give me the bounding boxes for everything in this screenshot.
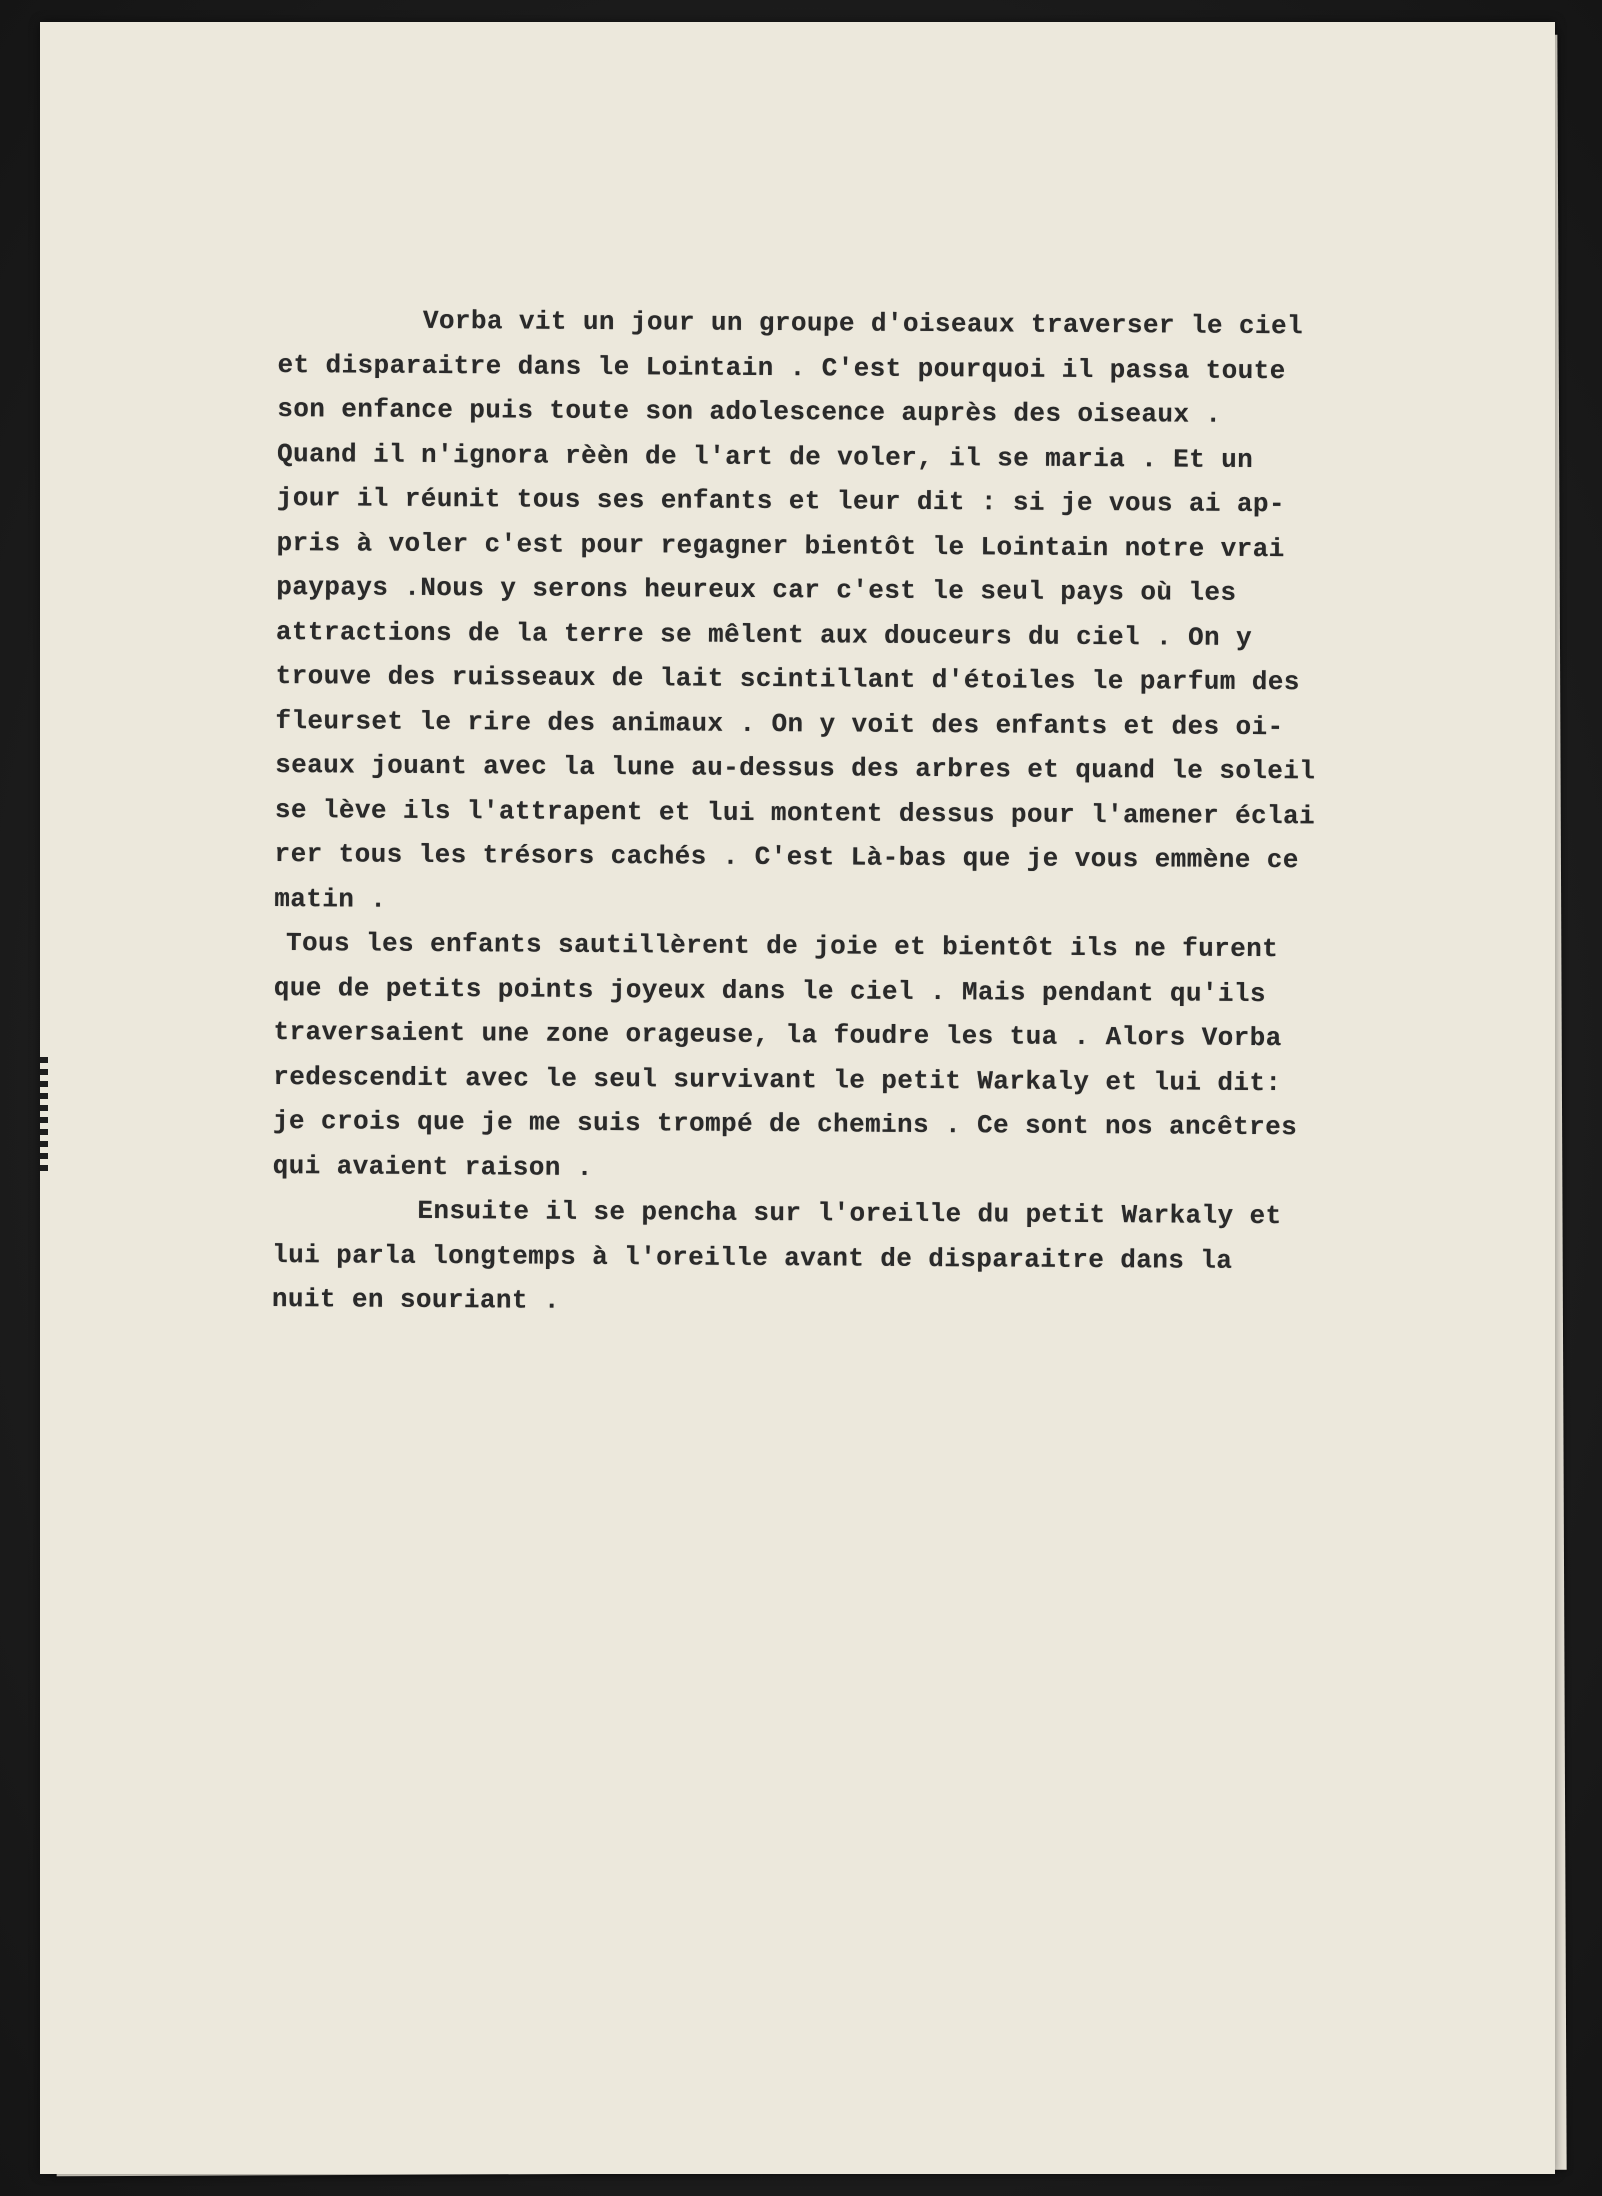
text-line: pris à voler c'est pour regagner bientôt le Lointain notre vrai [276,527,1285,564]
text-line: trouve des ruisseaux de lait scintillant d'étoiles le parfum des [275,660,1300,698]
text-line: se lève ils l'attrapent et lui montent dessus pour l'amener éclai [274,794,1316,831]
text-line: et disparaitre dans le Lointain . C'est pourquoi il passa toute [277,349,1286,386]
text-line: matin . [274,883,387,915]
text-line: Ensuite il se pencha sur l'oreille du petit Warkaly et [417,1195,1282,1232]
text-line: que de petits points joyeux dans le ciel . Mais pendant qu'ils [273,972,1267,1009]
text-line: redescendit avec le seul survivant le petit Warkaly et lui dit: [273,1061,1282,1098]
typewritten-text [272,298,1548,1329]
text-line: qui avaient raison . [272,1150,593,1183]
text-line: Tous les enfants sautillèrent de joie et bientôt ils ne furent [285,928,1279,965]
text-line: je crois que je me suis trompé de chemins . Ce sont nos ancêtres [272,1105,1298,1143]
text-line: rer tous les trésors cachés . C'est Là-bas que je vous emmène ce [274,838,1299,876]
text-line: Quand il n'ignora rèèn de l'art de voler, il se maria . Et un [276,438,1254,475]
text-line: lui parla longtemps à l'oreille avant de disparaitre dans la [272,1239,1233,1276]
text-line: attractions de la terre se mêlent aux douceurs du ciel . On y [275,616,1253,653]
text-line: fleurset le rire des animaux . On y voit des enfants et des oi- [275,705,1284,742]
text-line: son enfance puis toute son adolescence auprès des oiseaux . [277,393,1222,430]
torn-edge [40,1057,48,1177]
text-line: jour il réunit tous ses enfants et leur dit : si je vous ai ap- [276,482,1286,520]
text-line: paypays .Nous y serons heureux car c'est le seul pays où les [276,571,1237,608]
text-line: seaux jouant avec la lune au-dessus des arbres et quand le soleil [275,749,1316,787]
text-line: traversaient une zone orageuse, la foudre les tua . Alors Vorba [273,1016,1282,1054]
text-line: Vorba vit un jour un groupe d'oiseaux traverser le ciel [422,305,1304,342]
text-line: nuit en souriant . [271,1283,561,1316]
